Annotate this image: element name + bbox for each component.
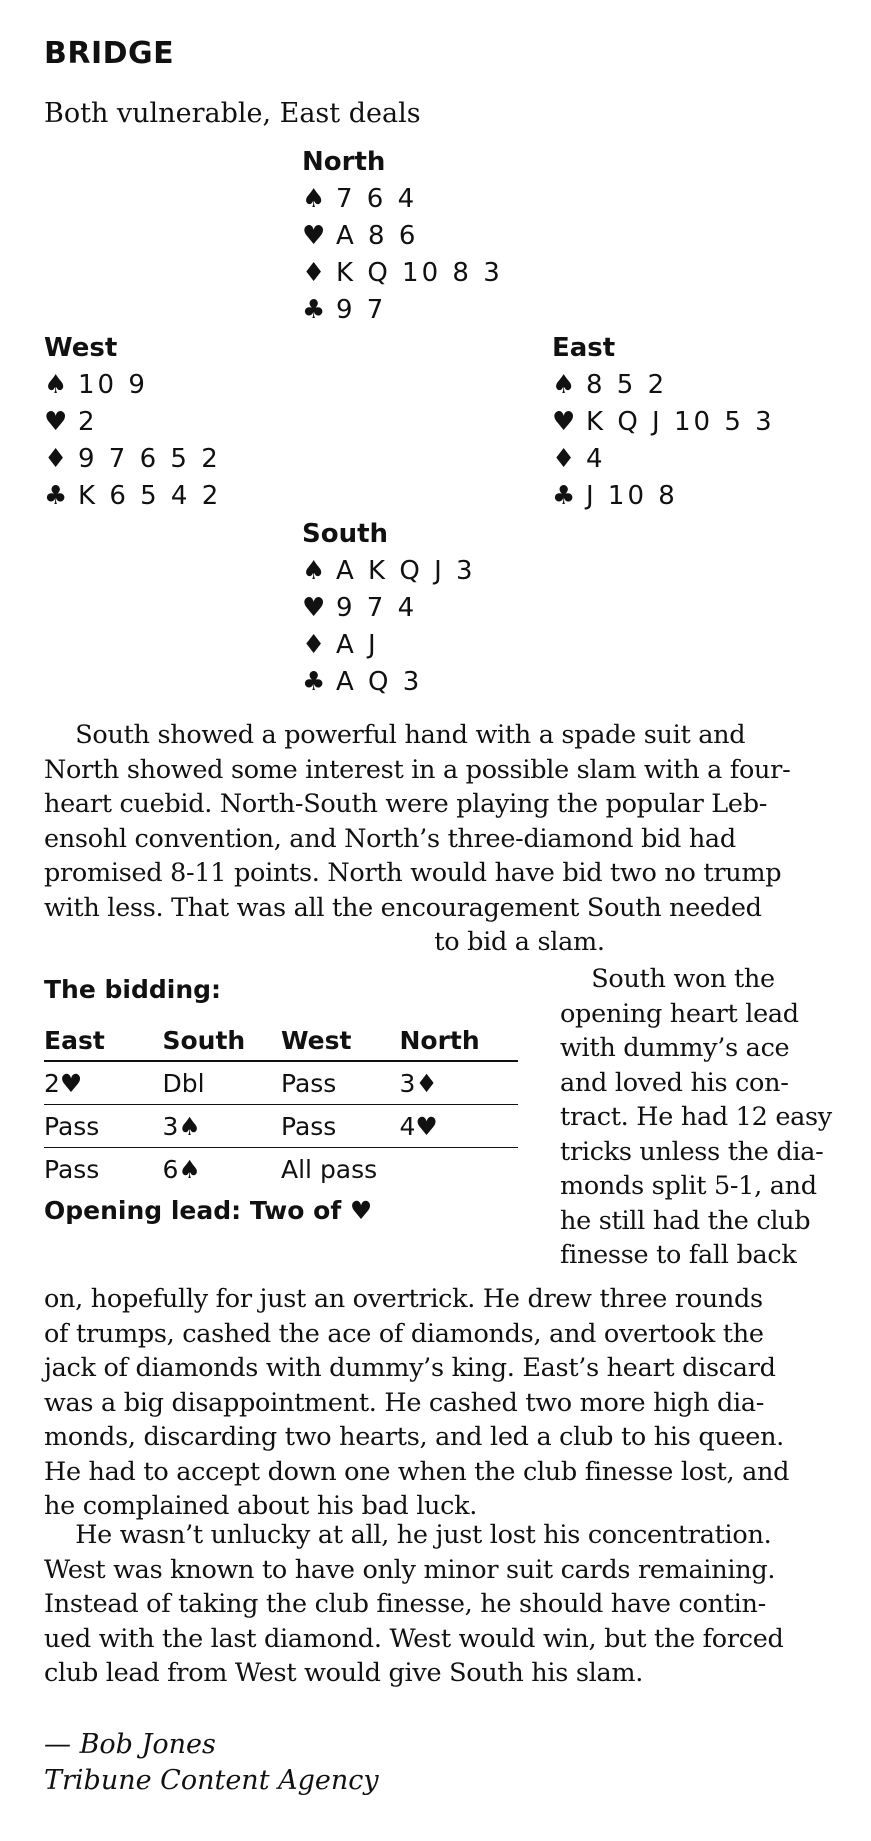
spades-cards: 8 5 2	[586, 370, 668, 400]
spade-icon: ♠	[44, 370, 68, 400]
spades-holding	[302, 553, 476, 590]
bid-cell: Pass	[281, 1105, 400, 1148]
diamonds-cards: 9 7 6 5 2	[78, 444, 221, 474]
spade-icon: ♠	[552, 370, 576, 400]
clubs-holding	[302, 664, 476, 701]
diamonds-holding	[302, 627, 476, 664]
diamonds-holding	[44, 441, 221, 478]
clubs-cards: 9 7	[336, 295, 387, 325]
bidding-table	[44, 1020, 518, 1190]
bidding-row	[44, 1061, 518, 1105]
diamond-icon: ♦	[302, 258, 326, 288]
hearts-cards: 9 7 4	[336, 593, 418, 623]
heart-icon: ♥	[302, 221, 326, 251]
club-icon: ♣	[302, 667, 326, 697]
bid-cell: 3♦	[400, 1061, 519, 1105]
spades-holding	[44, 367, 221, 404]
clubs-holding	[44, 478, 221, 515]
diamond-icon: ♦	[552, 444, 576, 474]
heart-icon: ♥	[552, 407, 576, 437]
clubs-holding	[302, 292, 503, 329]
bid-cell: 3♠	[163, 1105, 282, 1148]
hearts-holding	[302, 590, 476, 627]
byline	[44, 1727, 379, 1799]
hearts-cards: A 8 6	[336, 221, 419, 251]
spade-icon: ♠	[302, 556, 326, 586]
west-hand	[44, 330, 221, 515]
clubs-cards: J 10 8	[586, 481, 678, 511]
hand-direction-label: East	[552, 333, 616, 363]
bidding-header-west: West	[281, 1020, 400, 1061]
spades-cards: 7 6 4	[336, 184, 418, 214]
spades-holding	[302, 181, 503, 218]
north-hand	[302, 144, 503, 329]
club-icon: ♣	[552, 481, 576, 511]
hearts-holding	[44, 404, 221, 441]
article-paragraph-1: South showed a powerful hand with a spade suit and North showed some interest in a possible slam with a four- heart cuebid. North-South were playing the popular Leb- ensohl convention, and North’s three-diamond bid had promised 8-11 points. North would have bid two no trump with less. That was all the encouragement South needed to bid a slam.	[44, 720, 791, 957]
heart-icon: ♥	[44, 407, 68, 437]
diamond-icon: ♦	[44, 444, 68, 474]
hearts-cards: 2	[78, 407, 98, 437]
bid-cell: Pass	[44, 1105, 163, 1148]
bidding-row	[44, 1148, 518, 1191]
heart-icon: ♥	[302, 593, 326, 623]
diamond-icon: ♦	[302, 630, 326, 660]
agency-name: Tribune Content Agency	[44, 1765, 379, 1796]
deal-conditions: Both vulnerable, East deals	[44, 98, 421, 129]
article-paragraph-3: on, hopefully for just an overtrick. He drew three rounds of trumps, cashed the ace of diamonds, and overtook the jack of diamonds with dummy’s king. East’s heart discard was a big disappointment. He cashed two more high dia- monds, discarding two hearts, and led a club to his queen. He had to accept down one when the club finesse lost, and he complained about his bad luck.	[44, 1284, 790, 1521]
bid-cell: Pass	[281, 1061, 400, 1105]
bid-cell: 6♠	[162, 1154, 201, 1184]
bid-cell: 2♥	[44, 1061, 163, 1105]
bidding-header-south: South	[163, 1020, 282, 1061]
diamonds-holding	[552, 441, 775, 478]
column-title: BRIDGE	[44, 36, 175, 71]
hand-direction-label: North	[302, 147, 386, 177]
club-icon: ♣	[302, 295, 326, 325]
hand-direction-label: South	[302, 519, 389, 549]
diamonds-cards: K Q 10 8 3	[336, 258, 503, 288]
bidding-header-row	[44, 1020, 518, 1061]
hearts-holding	[302, 218, 503, 255]
diamonds-cards: 4	[586, 444, 606, 474]
bidding-row	[44, 1105, 518, 1148]
south-hand	[302, 516, 476, 701]
article-paragraph-2: South won the opening heart lead with dummy’s ace and loved his con- tract. He had 12 easy tricks unless the dia- monds split 5-1, and he still had the club finesse to fall back	[560, 964, 832, 1270]
bid-cell: Dbl	[163, 1061, 282, 1105]
bidding-box	[44, 970, 518, 1225]
bid-cell: Pass	[44, 1154, 100, 1184]
diamonds-holding	[302, 255, 503, 292]
diamonds-cards: A J	[336, 630, 379, 660]
hand-direction-label: West	[44, 333, 118, 363]
spade-icon: ♠	[302, 184, 326, 214]
bidding-title: The bidding:	[44, 975, 222, 1004]
bid-cell	[400, 1148, 519, 1191]
club-icon: ♣	[44, 481, 68, 511]
clubs-cards: A Q 3	[336, 667, 423, 697]
article-paragraph-4: He wasn’t unlucky at all, he just lost his concentration. West was known to have only minor suit cards remaining. Instead of taking the club finesse, he should have contin- ued with the last diamond. West would win, but the forced club lead from West would give South his slam.	[44, 1520, 784, 1688]
opening-lead: Opening lead: Two of ♥	[44, 1196, 373, 1225]
bidding-header-north: North	[400, 1020, 519, 1061]
bidding-header-east: East	[44, 1020, 163, 1061]
hearts-cards: K Q J 10 5 3	[586, 407, 775, 437]
hearts-holding	[552, 404, 775, 441]
spades-holding	[552, 367, 775, 404]
spades-cards: 10 9	[78, 370, 148, 400]
spades-cards: A K Q J 3	[336, 556, 476, 586]
clubs-holding	[552, 478, 775, 515]
clubs-cards: K 6 5 4 2	[78, 481, 222, 511]
east-hand	[552, 330, 775, 515]
author-name: — Bob Jones	[44, 1729, 216, 1760]
bid-cell: 4♥	[400, 1105, 519, 1148]
bid-cell: All pass	[281, 1154, 378, 1184]
